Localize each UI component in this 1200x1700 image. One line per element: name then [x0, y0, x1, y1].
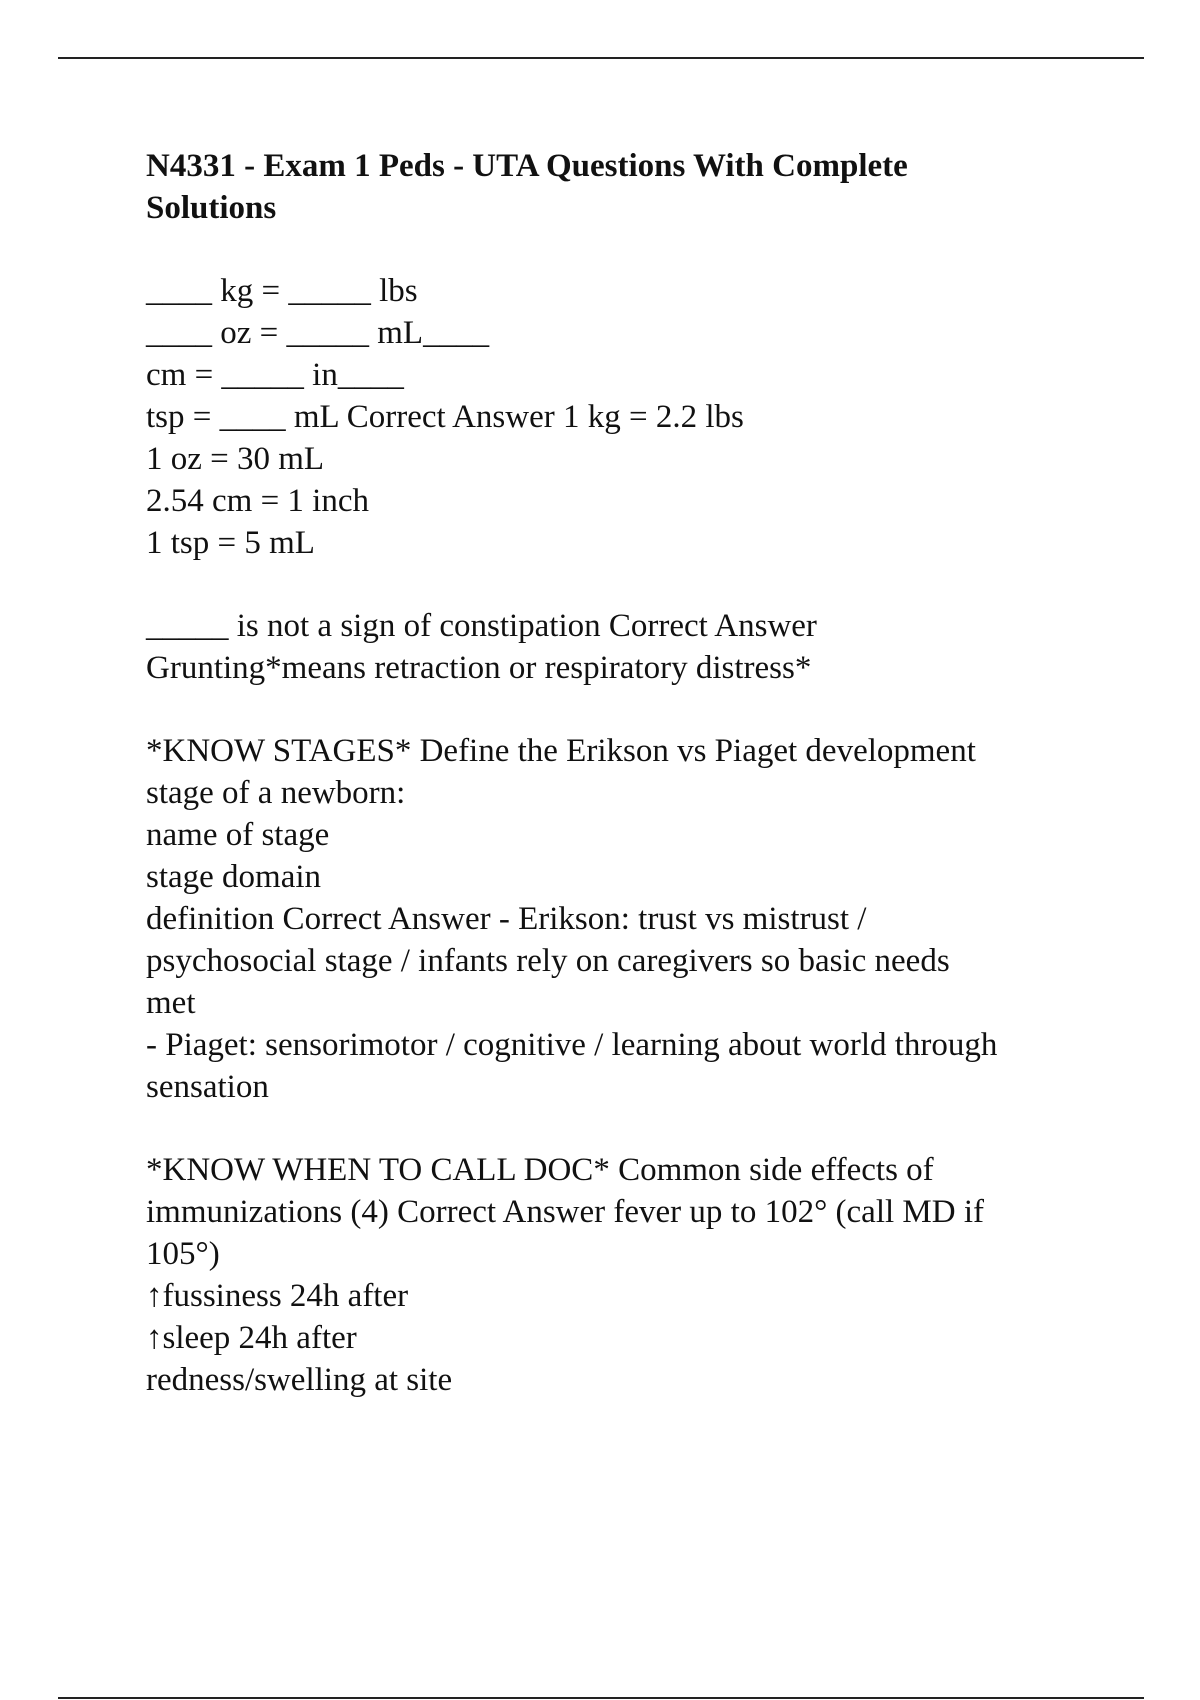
qa-conversions: ____ kg = _____ lbs ____ oz = _____ mL____ cm = _____ in____ tsp = ____ mL Correct Answer 1 kg = 2.2 lbs 1 oz = 30 mL 2.54 cm = 1 inch 1 tsp = 5 mL [146, 273, 744, 561]
document-body [146, 145, 1106, 1442]
qa-immunization-side-effects: *KNOW WHEN TO CALL DOC* Common side effects of immunizations (4) Correct Answer fever up to 102° (call MD if 105°) ↑fussiness 24h after ↑sleep 24h after redness/swelling at site [146, 1152, 984, 1398]
page-top-rule [58, 57, 1144, 59]
qa-constipation: _____ is not a sign of constipation Correct Answer Grunting*means retraction or respiratory distress* [146, 608, 817, 686]
page-bottom-rule [58, 1697, 1144, 1699]
qa-development-stages: *KNOW STAGES* Define the Erikson vs Piaget development stage of a newborn: name of stage stage domain definition Correct Answer - Erikson: trust vs mistrust / psychosocial stage / infants rely on caregivers so basic needs met - Piaget: sensorimotor / cognitive / learning about world through sensation [146, 733, 998, 1105]
document-title: N4331 - Exam 1 Peds - UTA Questions With Complete Solutions [146, 148, 908, 226]
